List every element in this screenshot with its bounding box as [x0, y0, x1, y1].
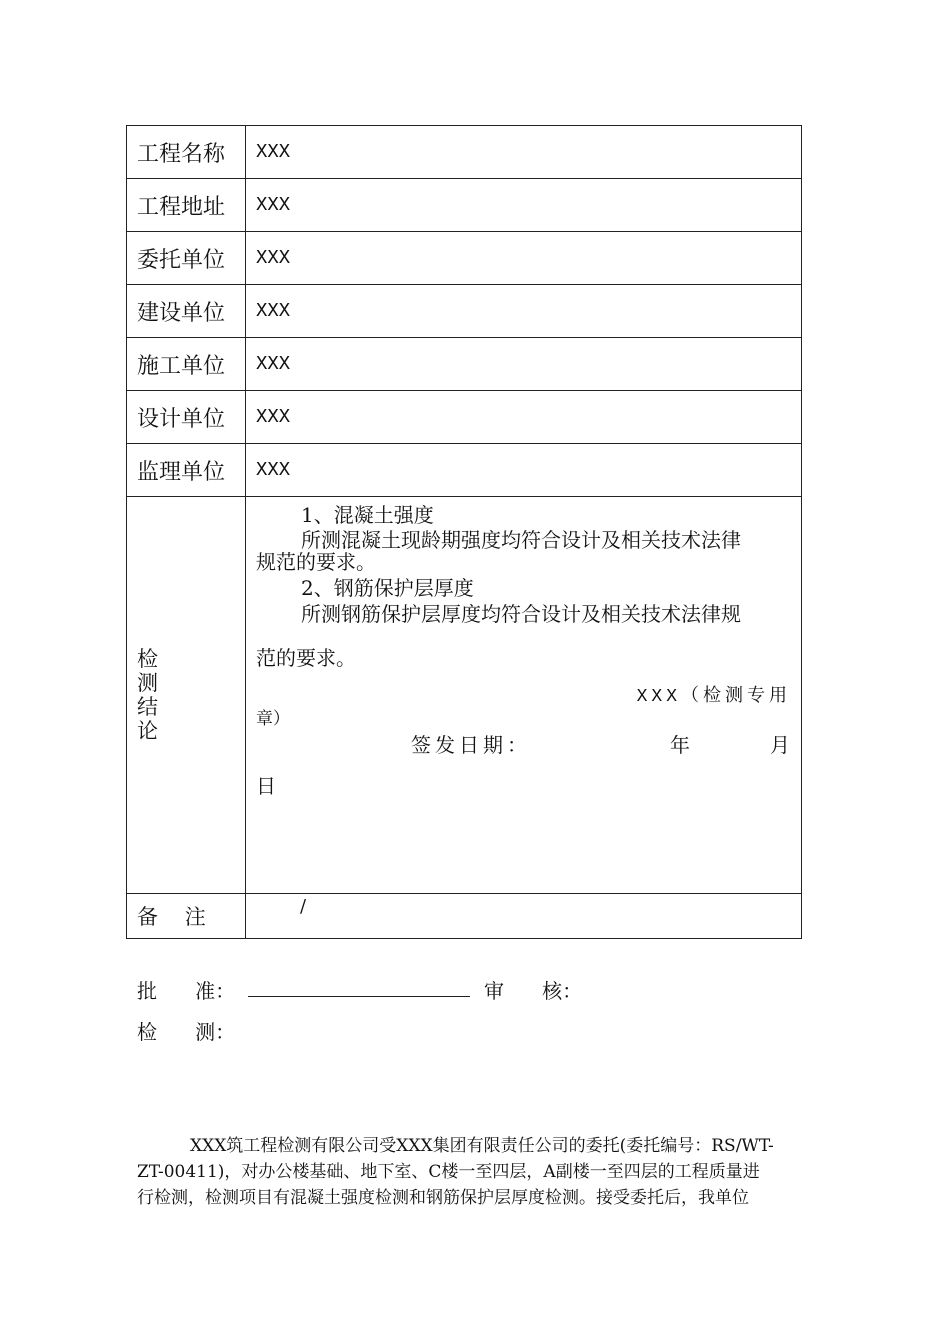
row-project-address — [127, 179, 802, 232]
paragraph-line-1: XXX筑工程检测有限公司受XXX集团有限责任公司的委托(委托编号：RS/WT- — [190, 1136, 774, 1156]
paragraph-line-2: ZT-00411)，对办公楼基础、地下室、C楼一至四层，A副楼一至四层的工程质量进 — [137, 1162, 760, 1182]
item2-title: 2、钢筋保护层厚度 — [301, 576, 474, 600]
item2-text-b: 范的要求。 — [256, 646, 356, 670]
project-name-label: 工程名称 — [127, 126, 246, 179]
developer-label: 建设单位 — [127, 285, 246, 338]
developer-value: XXX — [246, 285, 802, 338]
row-contractor — [127, 338, 802, 391]
row-supervisor — [127, 444, 802, 497]
contractor-label: 施工单位 — [127, 338, 246, 391]
project-name-value: XXX — [246, 126, 802, 179]
test-label: 检 测： — [137, 1020, 236, 1044]
item1-text-b: 规范的要求。 — [256, 550, 376, 574]
report-form-table — [126, 125, 802, 939]
issue-month: 月 — [770, 733, 790, 757]
project-address-value: XXX — [246, 179, 802, 232]
note-label: 备 注 — [127, 894, 246, 939]
conclusion-label — [127, 497, 246, 894]
approve-signature-line — [248, 996, 470, 997]
row-project-name — [127, 126, 802, 179]
issue-date-label: 签发日期： — [411, 733, 531, 757]
seal-text: XXX（检测专用 — [636, 687, 791, 707]
supervisor-value: XXX — [246, 444, 802, 497]
conclusion-label-char: 结 — [137, 695, 158, 719]
client-value: XXX — [246, 232, 802, 285]
client-label: 委托单位 — [127, 232, 246, 285]
issue-year: 年 — [670, 733, 690, 757]
row-note — [127, 894, 802, 939]
designer-label: 设计单位 — [127, 391, 246, 444]
item2-text-a: 所测钢筋保护层厚度均符合设计及相关技术法律规 — [301, 602, 741, 626]
row-conclusion — [127, 497, 802, 894]
contractor-value: XXX — [246, 338, 802, 391]
supervisor-label: 监理单位 — [127, 444, 246, 497]
issue-day: 日 — [256, 774, 276, 798]
note-cell — [246, 894, 802, 939]
row-developer — [127, 285, 802, 338]
row-client — [127, 232, 802, 285]
item1-text-a: 所测混凝土现龄期强度均符合设计及相关技术法律 — [301, 528, 741, 552]
conclusion-label-char: 论 — [137, 719, 158, 743]
conclusion-label-char: 检 — [137, 647, 158, 671]
item1-title: 1、混凝土强度 — [301, 503, 434, 527]
conclusion-label-char: 测 — [137, 671, 158, 695]
approve-label: 批 准： — [137, 979, 236, 1003]
designer-value: XXX — [246, 391, 802, 444]
conclusion-content — [246, 497, 802, 894]
row-designer — [127, 391, 802, 444]
note-value: / — [300, 896, 307, 917]
seal-text-end: 章） — [256, 709, 290, 729]
project-address-label: 工程地址 — [127, 179, 246, 232]
paragraph-line-3: 行检测，检测项目有混凝土强度检测和钢筋保护层厚度检测。接受委托后，我单位 — [137, 1188, 749, 1208]
review-label: 审 核： — [484, 979, 583, 1003]
